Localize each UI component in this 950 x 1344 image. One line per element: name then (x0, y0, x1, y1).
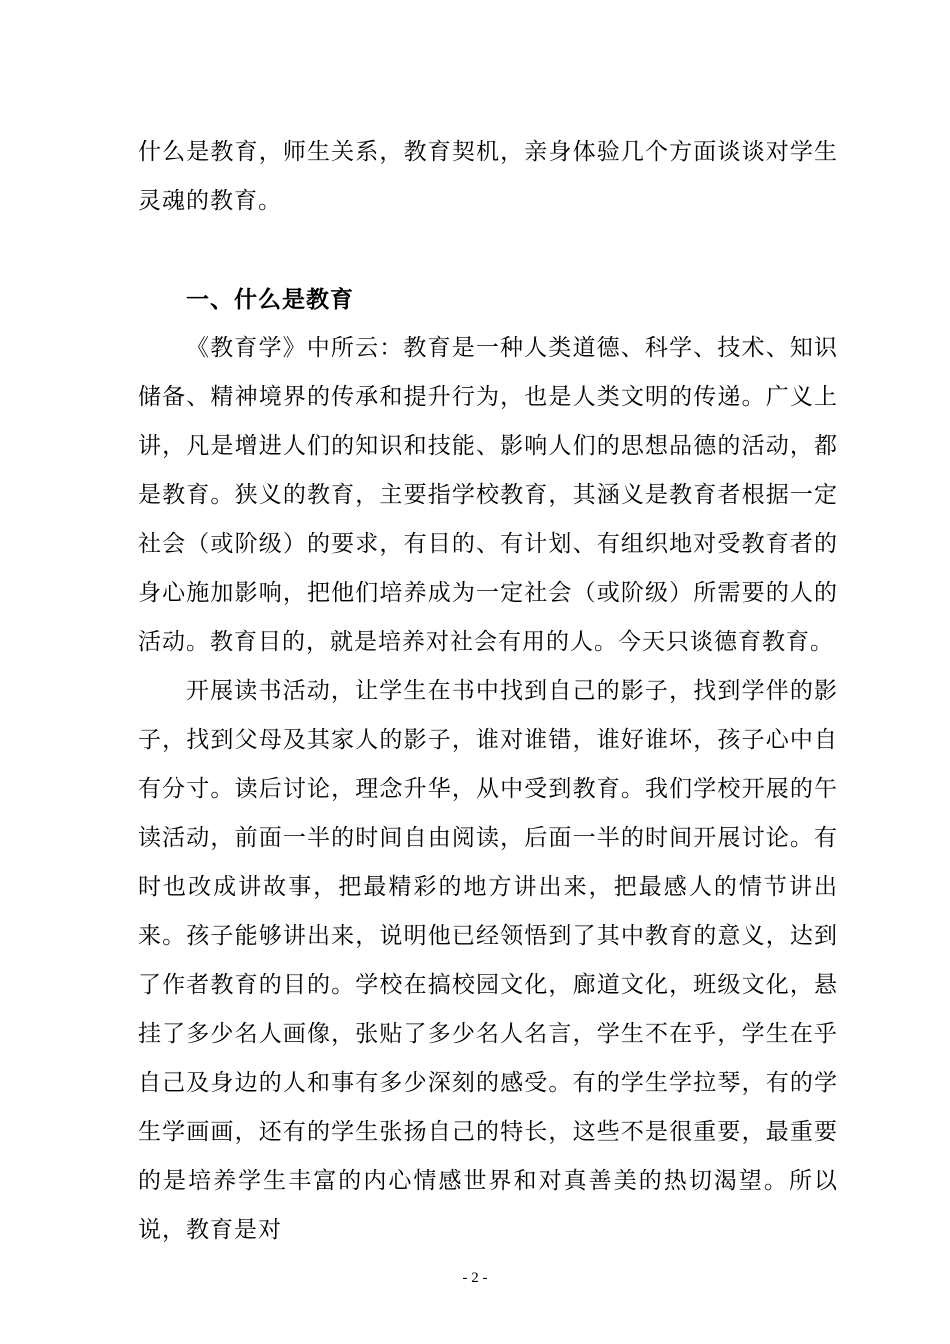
intro-paragraph: 什么是教育，师生关系，教育契机，亲身体验几个方面谈谈对学生灵魂的教育。 (138, 139, 838, 214)
section-heading: 一、什么是教育 (186, 286, 354, 313)
paragraph-reading-activity: 开展读书活动，让学生在书中找到自己的影子，找到学伴的影子，找到父母及其家人的影子，谁对谁错，谁好谁坏，孩子心中自有分寸。读后讨论，理念升华，从中受到教育。我们学校开展的午读活动，前面一半的时间自由阅读，后面一半的时间开展讨论。有时也改成讲故事，把最精彩的地方讲出来，把最感人的情节讲出来。孩子能够讲出来，说明他已经领悟到了其中教育的意义，达到了作者教育的目的。学校在搞校园文化，廊道文化，班级文化，悬挂了多少名人画像，张贴了多少名人名言，学生不在乎，学生在乎自己及身边的人和事有多少深刻的感受。有的学生学拉琴，有的学生学画画，还有的学生张扬自己的特长，这些不是很重要，最重要的是培养学生丰富的内心情感世界和对真善美的热切渴望。所以说，教育是对 (138, 678, 838, 1243)
page-number: - 2 - (462, 1270, 488, 1286)
paragraph-definition: 《教育学》中所云：教育是一种人类道德、科学、技术、知识储备、精神境界的传承和提升行为，也是人类文明的传递。广义上讲，凡是增进人们的知识和技能、影响人们的思想品德的活动，都是教育。狭义的教育，主要指学校教育，其涵义是教育者根据一定社会（或阶级）的要求，有目的、有计划、有组织地对受教育者的身心施加影响，把他们培养成为一定社会（或阶级）所需要的人的活动。教育目的，就是培养对社会有用的人。今天只谈德育教育。 (138, 335, 838, 655)
body-text (138, 324, 838, 1255)
